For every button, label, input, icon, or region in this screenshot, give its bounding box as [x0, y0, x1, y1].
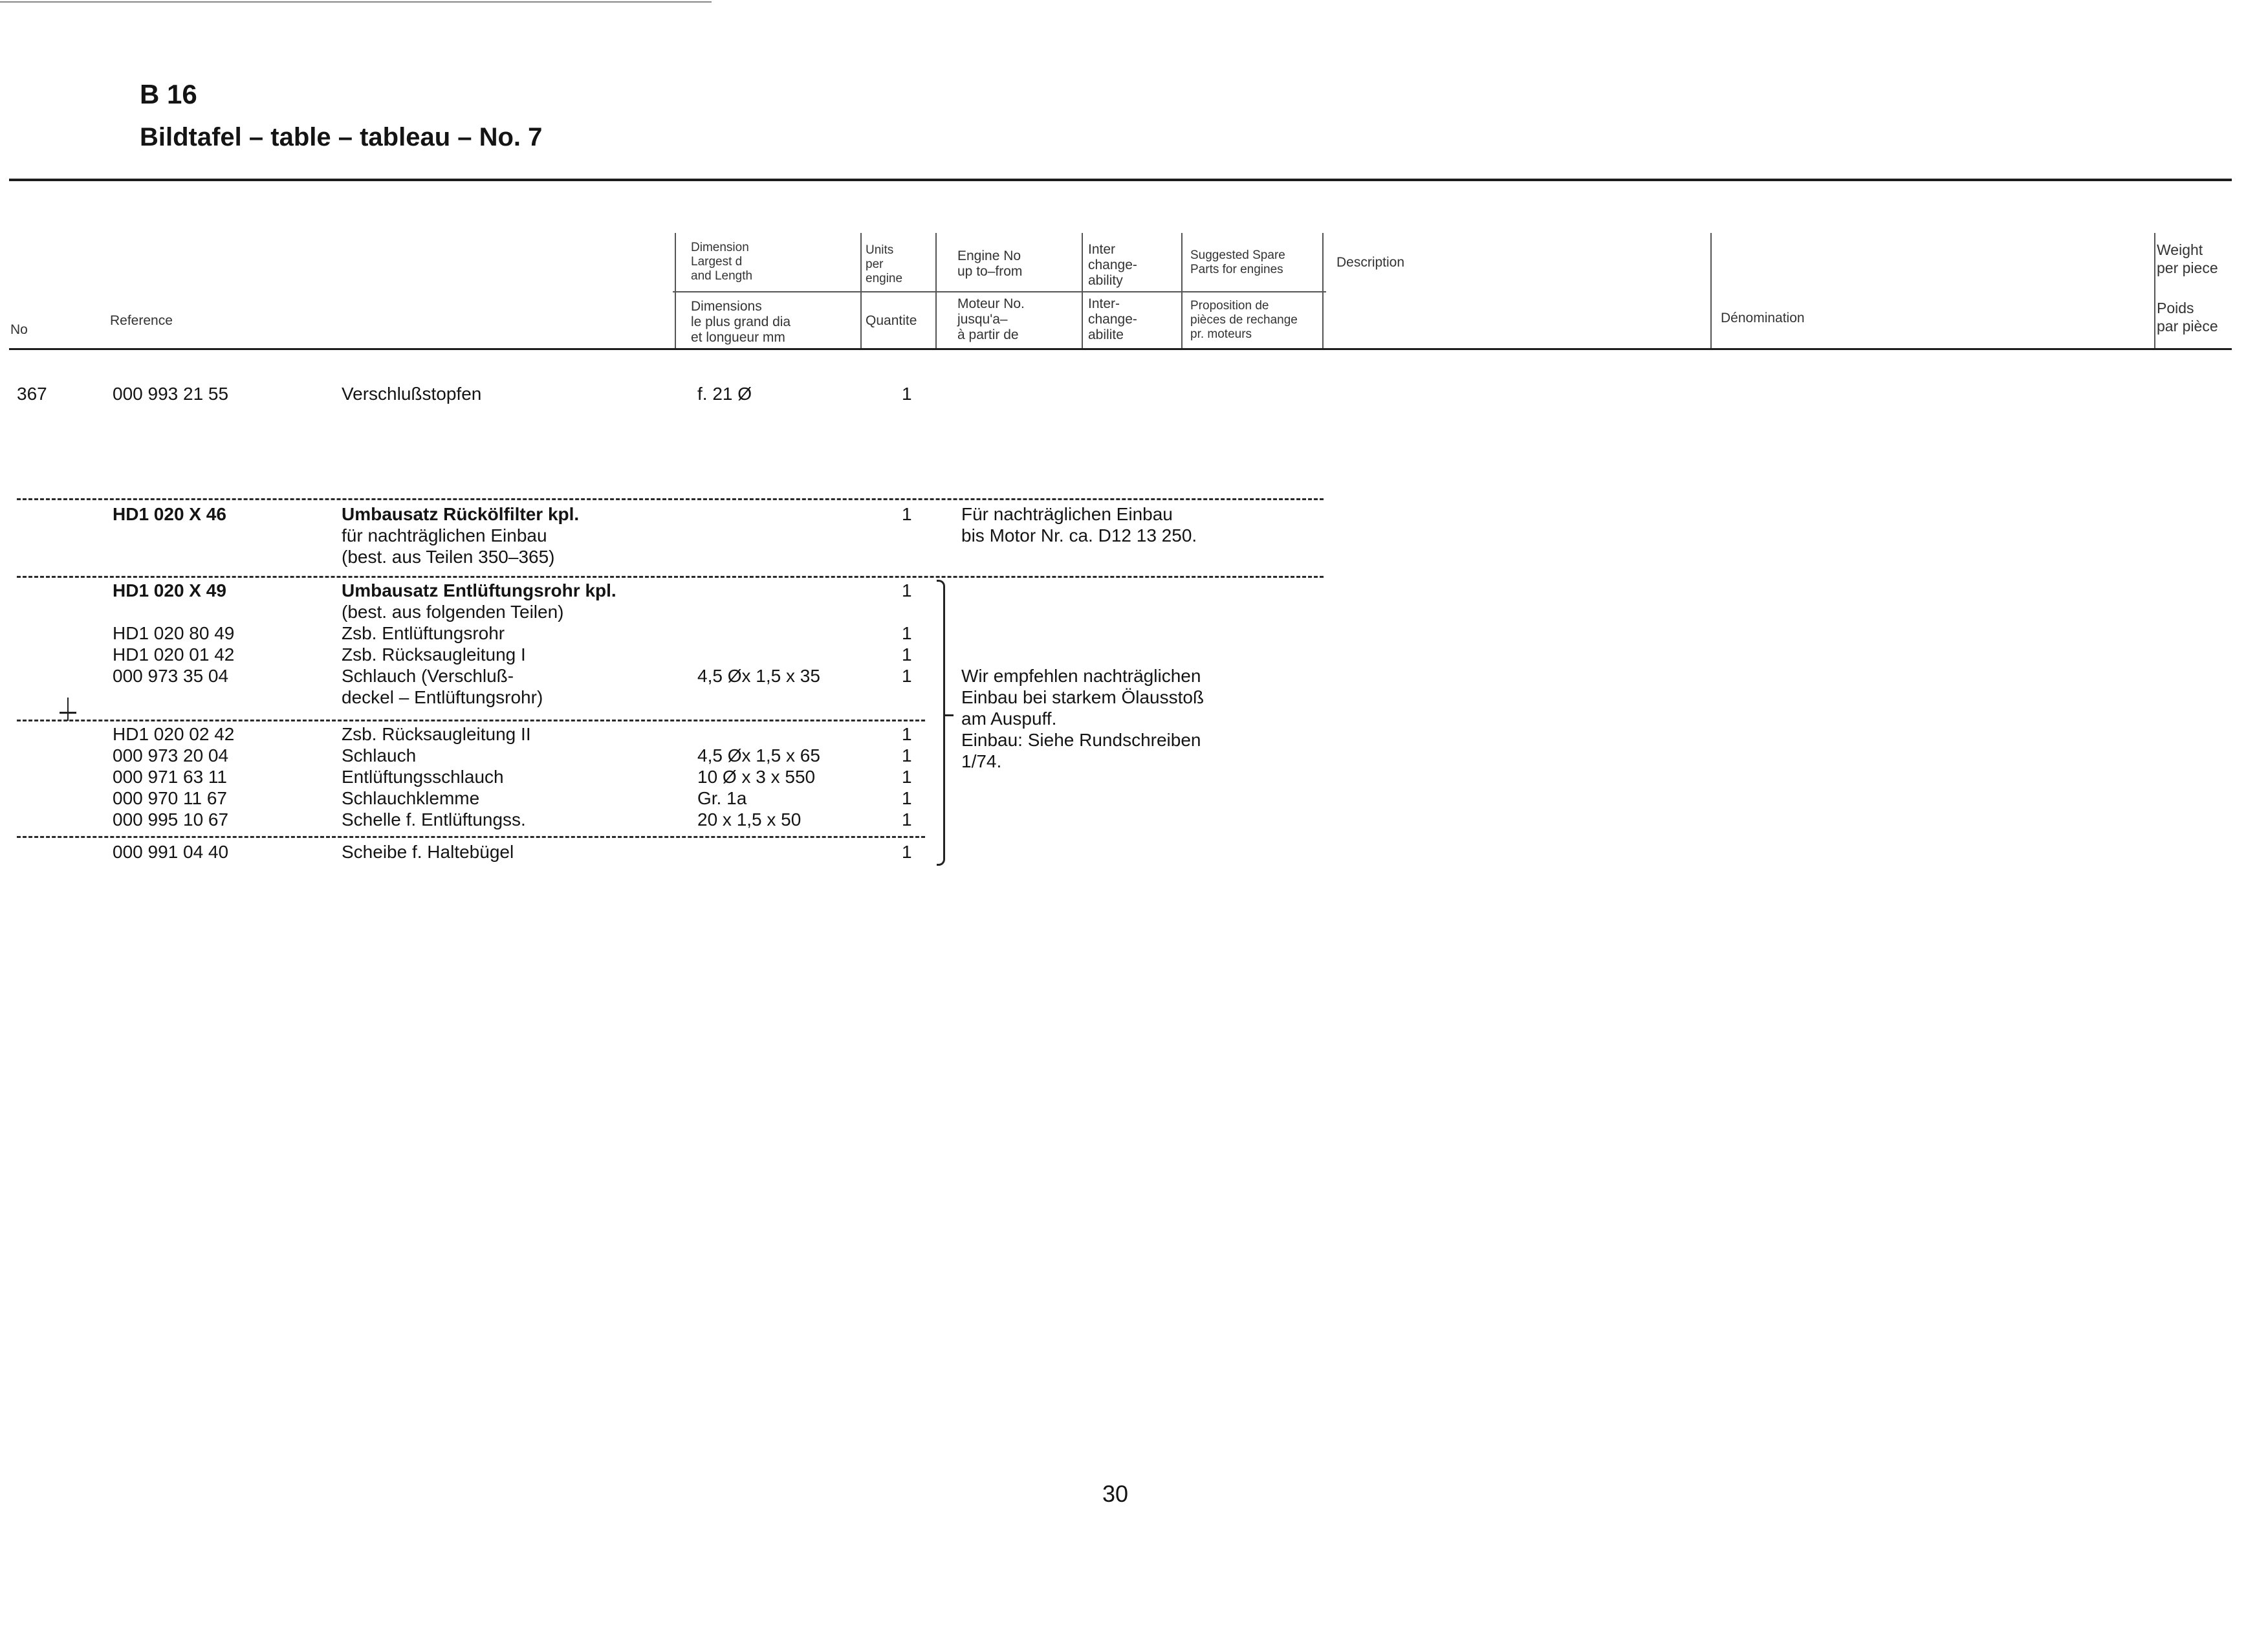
part-qty: 1: [902, 767, 912, 787]
row-ref: 000 993 21 55: [113, 384, 229, 404]
col-spares-en: Suggested Spare Parts for engines: [1190, 248, 1285, 276]
group1-ref: HD1 020 X 46: [113, 504, 226, 524]
group1-sub1: für nachträglichen Einbau: [342, 525, 547, 545]
col-inter-en: Inter change- ability: [1088, 242, 1137, 288]
part-dim: 10 Ø x 3 x 550: [697, 767, 816, 787]
part-ref: HD1 020 01 42: [113, 644, 235, 665]
group1-qty: 1: [902, 504, 912, 524]
col-divider: [860, 233, 862, 348]
margin-mark: [60, 712, 76, 714]
col-divider: [1082, 233, 1083, 348]
part-qty: 1: [902, 745, 912, 765]
page-title: Bildtafel – table – tableau – No. 7: [140, 123, 543, 151]
col-divider: [1710, 233, 1712, 348]
part-ref: 000 971 63 11: [113, 767, 227, 787]
part-name: Scheibe f. Haltebügel: [342, 842, 514, 862]
subgroup-divider: [17, 836, 925, 838]
col-weight-fr: Poids par pièce: [2157, 300, 2218, 335]
header-top-rule: [9, 179, 2232, 181]
col-no-label: No: [10, 322, 28, 337]
group2-note: Wir empfehlen nachträglichen Einbau bei starkem Ölausstoß am Auspuff. Einbau: Siehe Rundschreiben 1/74.: [961, 666, 1205, 771]
group1-note1: Für nachträglichen Einbau: [961, 504, 1173, 524]
part-dim: 20 x 1,5 x 50: [697, 809, 801, 830]
col-inter-fr: Inter- change- abilite: [1088, 296, 1137, 342]
brace-point: [944, 714, 954, 716]
part-qty: 1: [902, 809, 912, 830]
part-name: Zsb. Rücksaugleitung II: [342, 724, 531, 744]
part-dim: 4,5 Øx 1,5 x 65: [697, 745, 820, 765]
col-engine-en: Engine No up to–from: [957, 248, 1023, 279]
part-dim: Gr. 1a: [697, 788, 747, 808]
part-name: Schlauch: [342, 745, 417, 765]
col-divider: [1181, 233, 1183, 348]
part-qty: 1: [902, 666, 912, 686]
col-reference: Reference: [110, 313, 173, 328]
group1-sub2: (best. aus Teilen 350–365): [342, 547, 555, 567]
group1-name: Umbausatz Rückölfilter kpl.: [342, 504, 580, 524]
part-qty: 1: [902, 842, 912, 862]
part-qty: 1: [902, 644, 912, 665]
part-name: Schelle f. Entlüftungss.: [342, 809, 526, 830]
part-ref: HD1 020 80 49: [113, 623, 235, 643]
col-dimension-fr: Dimensions le plus grand dia et longueur mm: [691, 299, 791, 345]
sheet-code: B 16: [140, 79, 197, 109]
part-ref: 000 973 20 04: [113, 745, 229, 765]
row-dim: f. 21 Ø: [697, 384, 752, 404]
page-number: 30: [1102, 1480, 1129, 1507]
group2-ref: HD1 020 X 49: [113, 580, 226, 600]
subgroup-divider: [17, 720, 925, 721]
header-mid-rule: [673, 291, 1326, 292]
row-name: Verschlußstopfen: [342, 384, 482, 404]
col-dimension-en: Dimension Largest d and Length: [691, 241, 753, 283]
part-qty: 1: [902, 724, 912, 744]
col-denomination: Dénomination: [1721, 311, 1805, 325]
part-ref: 000 973 35 04: [113, 666, 229, 686]
col-divider: [935, 233, 937, 348]
group2-qty: 1: [902, 580, 912, 600]
part-qty: 1: [902, 623, 912, 643]
part-name: Schlauch (Verschluß-: [342, 666, 514, 686]
part-ref: HD1 020 02 42: [113, 724, 235, 744]
part-qty: 1: [902, 788, 912, 808]
row-qty: 1: [902, 384, 912, 404]
col-weight-en: Weight per piece: [2157, 241, 2218, 276]
part-ref: 000 991 04 40: [113, 842, 229, 862]
part-ref: 000 970 11 67: [113, 788, 227, 808]
col-divider: [2154, 233, 2155, 348]
part-name: Schlauchklemme: [342, 788, 480, 808]
part-dim: 4,5 Øx 1,5 x 35: [697, 666, 820, 686]
group-divider: [17, 498, 1324, 500]
col-engine-fr: Moteur No. jusqu'a– à partir de: [957, 296, 1025, 342]
group-divider: [17, 576, 1324, 578]
col-quantite: Quantite: [866, 313, 917, 328]
col-divider: [675, 233, 676, 348]
header-bottom-rule: [9, 348, 2232, 350]
group2-name: Umbausatz Entlüftungsrohr kpl.: [342, 580, 616, 600]
col-description: Description: [1336, 255, 1405, 270]
row-no: 367: [17, 384, 47, 404]
part-ref: 000 995 10 67: [113, 809, 229, 830]
group2-sub1: (best. aus folgenden Teilen): [342, 602, 564, 622]
col-divider: [1322, 233, 1324, 348]
part-name: Entlüftungsschlauch: [342, 767, 504, 787]
group1-note2: bis Motor Nr. ca. D12 13 250.: [961, 525, 1197, 545]
part-name: Zsb. Rücksaugleitung I: [342, 644, 526, 665]
part-name: Zsb. Entlüftungsrohr: [342, 623, 505, 643]
col-units-en: Units per engine: [866, 243, 903, 285]
margin-mark: [67, 698, 69, 721]
col-spares-fr: Proposition de pièces de rechange pr. moteurs: [1190, 299, 1298, 341]
part-name: deckel – Entlüftungsrohr): [342, 687, 543, 707]
group-brace: [937, 580, 945, 866]
top-rule: [0, 1, 712, 3]
